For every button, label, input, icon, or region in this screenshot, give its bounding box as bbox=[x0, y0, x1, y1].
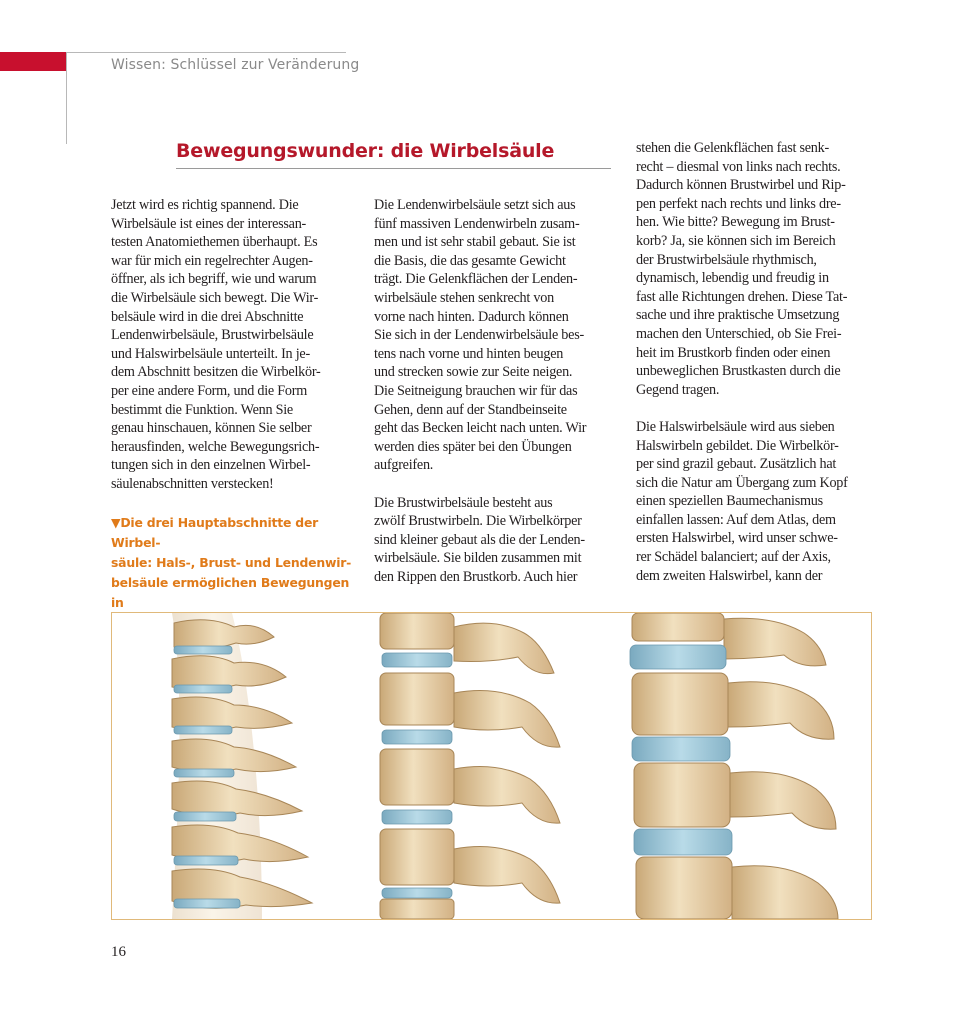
header-rule bbox=[66, 52, 346, 53]
header-vertical-rule bbox=[66, 52, 67, 144]
paragraph: Die Lendenwirbelsäule setzt sich aus fünf massiven Lendenwirbeln zusam- men und ist sehr stabil gebaut. Sie ist die Basis, die das gesamte Gewicht trägt. Die Gelenkflächen der Lenden- wirbelsäule stehen senkrecht von vorne nach hinten. Dadurch können Sie sich in der Lendenwirbelsäule bes- tens nach vorne und hinten beugen und strecken sowie zur Seite neigen. Die Seitneigung brauchen wir für das Gehen, denn auf der Standbeinseite geht das Becken leicht nach unten. Wir werden dies später bei den Übungen aufgreifen. bbox=[374, 197, 587, 474]
figure-caption: ▼Die drei Hauptabschnitte der Wirbel- säule: Hals-, Brust- und Lendenwir- belsäule ermöglichen Bewegungen in bbox=[111, 515, 352, 610]
paragraph: Jetzt wird es richtig spannend. Die Wirbelsäule ist eines der interessan- testen Anatomiethemen überhaupt. Es war für mich ein regelrechter Augen- öffner, als ich begriff, wie und warum die Wirbelsäule sich bewegt. Die Wir- belsäule wird in die drei Abschnitte Lendenwirbelsäule, Brustwirbelsäule und Halswirbelsäule unterteilt. In je- dem Abschnitt besitzen die Wirbelkör- per eine andere Form, und die Form bestimmt die Funktion. Wenn Sie genau hinschauen, können Sie selber herausfinden, welche Bewegungsrich- tungen sich in den einzelnen Wirbel- säulenabschnitten verstecken! bbox=[111, 197, 321, 492]
spine-illustration bbox=[111, 612, 872, 920]
paragraph: Die Brustwirbelsäule besteht aus zwölf Brustwirbeln. Die Wirbelkörper sind kleiner gebaut als die der Lenden- wirbelsäule. Sie bilden zusammen mit den Rippen den Brustkorb. Auch hier bbox=[374, 494, 585, 585]
lumbar-spine-panel bbox=[630, 613, 838, 919]
article-title: Bewegungswunder: die Wirbelsäule bbox=[176, 140, 555, 162]
text-column-2 bbox=[374, 196, 624, 586]
title-underline bbox=[176, 168, 611, 169]
thoracic-spine-panel bbox=[380, 613, 560, 919]
header-color-tab bbox=[0, 52, 66, 71]
running-head: Wissen: Schlüssel zur Veränderung bbox=[111, 57, 360, 73]
paragraph: Die Halswirbelsäule wird aus sieben Halswirbeln gebildet. Die Wirbelkör- per sind grazil gebaut. Zusätzlich hat sich die Natur am Übergang zum Kopf einen speziellen Baumechanismus einfallen lassen: Auf dem Atlas, dem ersten Halswirbel, wird unser schwe- rer Schädel balanciert; auf der Axis, dem zweiten Halswirbel, kann der bbox=[636, 418, 848, 584]
text-column-1 bbox=[111, 196, 361, 494]
text-column-3 bbox=[636, 139, 886, 585]
paragraph: stehen die Gelenkflächen fast senk- recht – diesmal von links nach rechts. Dadurch können Brustwirbel und Rip- pen perfekt nach rechts und links dre- hen. Wie bitte? Bewegung im Brust- korb? Ja, sie können sich im Bereich der Brustwirbelsäule rhythmisch, dynamisch, lebendig und freudig in fast alle Richtungen drehen. Diese Tat- sache und ihre praktische Umsetzung machen den Unterschied, ob Sie Frei- heit im Brustkorb finden oder einen unbeweglichen Brustkasten durch die Gegend tragen. bbox=[636, 140, 848, 398]
cervical-spine-panel bbox=[172, 613, 312, 919]
spine-illustration-svg bbox=[112, 613, 871, 919]
page-number: 16 bbox=[111, 944, 126, 960]
